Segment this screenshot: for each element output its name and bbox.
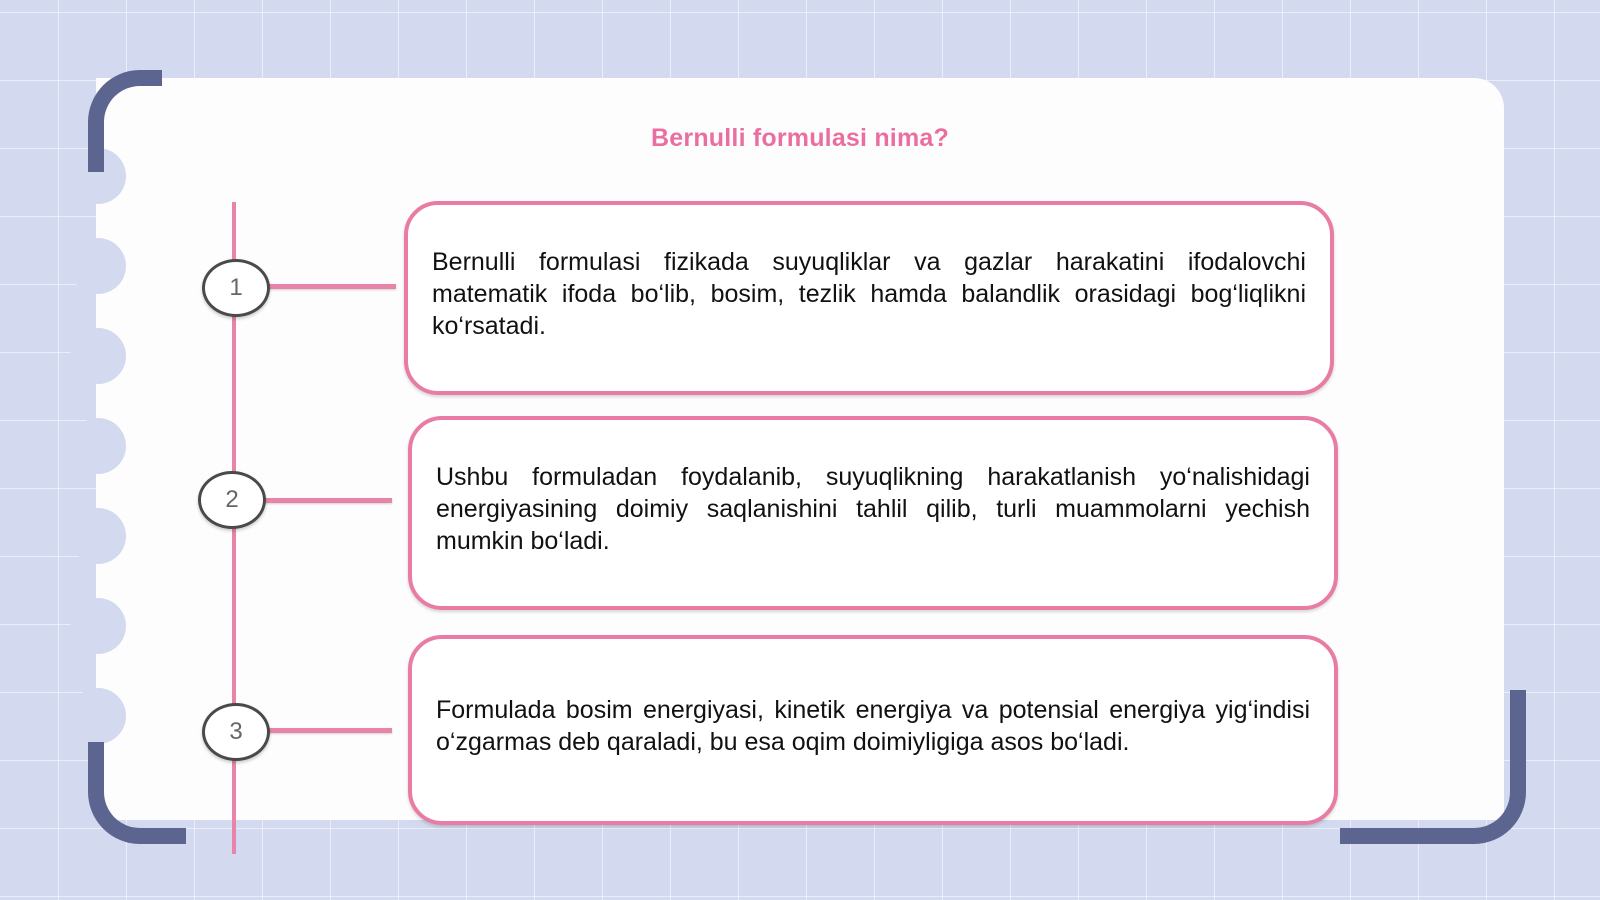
step-number-badge: 1 <box>202 259 270 317</box>
notebook-hole <box>70 688 126 744</box>
info-box-text: Bernulli formulasi fizikada suyuqliklar va gazlar harakatini ifodalovchi matematik ifoda bo‘lib, bosim, tezlik hamda balandlik orasidagi bog‘liqlikni ko‘rsatadi. <box>432 248 1306 340</box>
info-box-text: Ushbu formuladan foydalanib, suyuqlikning harakatlanish yo‘nalishidagi energiyasining doimiy saqlanishini tahlil qilib, turli muammolarni yechish mumkin bo‘ladi. <box>436 463 1310 555</box>
notebook-hole <box>70 238 126 294</box>
timeline-connector <box>262 498 392 503</box>
slide-title: Bernulli formulasi nima? <box>651 124 949 152</box>
timeline-connector <box>266 284 396 289</box>
notebook-hole <box>70 508 126 564</box>
corner-bracket-bottom-left <box>88 742 186 844</box>
notebook-hole <box>70 418 126 474</box>
notebook-hole <box>70 328 126 384</box>
timeline-connector <box>266 728 392 733</box>
step-number-badge: 2 <box>198 471 266 529</box>
notebook-hole <box>70 598 126 654</box>
corner-bracket-bottom-right <box>1340 690 1526 844</box>
info-box <box>404 201 1334 395</box>
info-box <box>408 635 1338 825</box>
info-box-text: Formulada bosim energiyasi, kinetik energiya va potensial energiya yig‘indisi o‘zgarmas deb qaraladi, bu esa oqim doimiyligiga asos bo‘ladi. <box>436 696 1310 756</box>
step-number-badge: 3 <box>202 703 270 761</box>
info-box <box>408 416 1338 610</box>
